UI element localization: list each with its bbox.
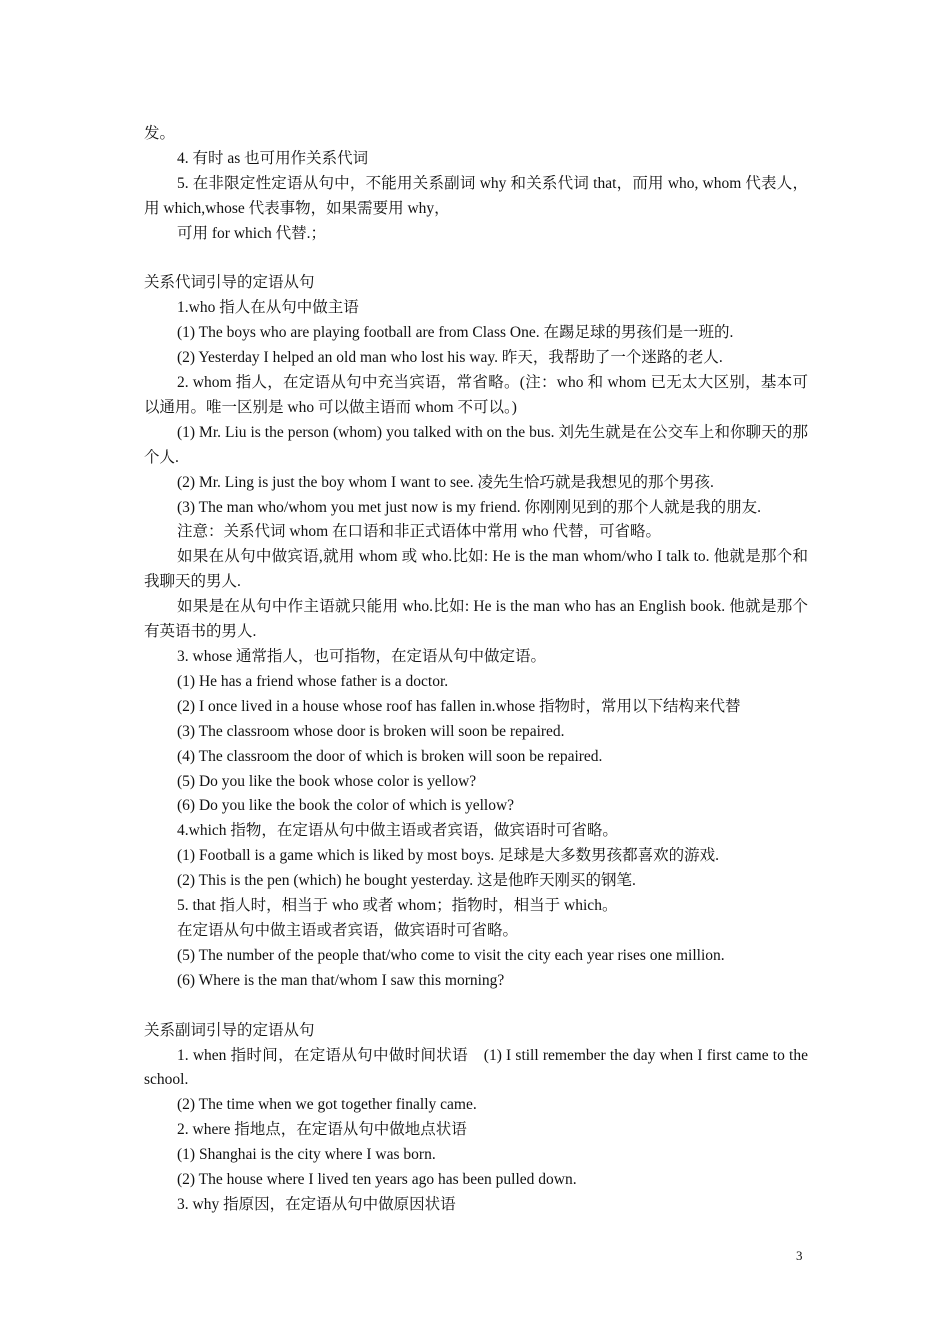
top-paragraphs xyxy=(144,122,808,247)
paragraph-line: 注意：关系代词 whom 在口语和非正式语体中常用 who 代替，可省略。 xyxy=(177,523,661,541)
section-gap xyxy=(144,247,808,272)
paragraph-line: (6) Do you like the book the color of which is yellow? xyxy=(177,797,515,815)
paragraph-line: (1) He has a friend whose father is a doctor. xyxy=(177,672,449,690)
paragraph-line: (2) Yesterday I helped an old man who lost his way. 昨天，我帮助了一个迷路的老人. xyxy=(177,349,723,367)
paragraph-line: 2. where 指地点，在定语从句中做地点状语 xyxy=(177,1121,467,1139)
paragraph-line: (1) Football is a game which is liked by most boys. 足球是大多数男孩都喜欢的游戏. xyxy=(177,847,720,865)
paragraph-line: (2) I once lived in a house whose roof has fallen in.whose 指物时，常用以下结构来代替 xyxy=(177,697,741,715)
paragraph-line: 5. that 指人时，相当于 who 或者 whom；指物时，相当于 which。 xyxy=(177,897,618,915)
section-relative-pronouns xyxy=(144,271,808,993)
paragraph-line: 4.which 指物，在定语从句中做主语或者宾语，做宾语时可省略。 xyxy=(177,822,618,840)
paragraph-line: 如果在从句中做宾语,就用 whom 或 who.比如: He is the man whom/who I talk to. 他就是那个和我聊天的男人. xyxy=(144,548,808,591)
page-number: 3 xyxy=(796,1248,803,1263)
paragraph-line: (1) Mr. Liu is the person (whom) you talked with on the bus. 刘先生就是在公交车上和你聊天的那个人. xyxy=(144,423,808,466)
section-heading: 关系代词引导的定语从句 xyxy=(144,274,315,292)
paragraph-line: 在定语从句中做主语或者宾语，做宾语时可省略。 xyxy=(177,921,519,939)
section-heading: 关系副词引导的定语从句 xyxy=(144,1021,315,1039)
paragraph-line: (2) The time when we got together finally came. xyxy=(177,1096,477,1114)
paragraph-line: 可用 for which 代替.； xyxy=(177,224,326,242)
paragraph-line: (6) Where is the man that/whom I saw this morning? xyxy=(177,971,505,989)
paragraph-line: 3. why 指原因，在定语从句中做原因状语 xyxy=(177,1195,456,1213)
document-body xyxy=(144,122,808,1218)
paragraph-line: (5) The number of the people that/who come to visit the city each year rises one million. xyxy=(177,946,725,964)
paragraph-line: (2) Mr. Ling is just the boy whom I want to see. 凌先生恰巧就是我想见的那个男孩. xyxy=(177,473,714,491)
paragraph-line: 发。 xyxy=(144,125,176,142)
paragraph-line: (1) The boys who are playing football are from Class One. 在踢足球的男孩们是一班的. xyxy=(177,324,734,342)
paragraph-line: 5. 在非限定性定语从句中，不能用关系副词 why 和关系代词 that，而用 who, whom 代表人，用 which,whose 代表事物，如果需要用 why， xyxy=(144,174,808,217)
paragraph-line: 1.who 指人在从句中做主语 xyxy=(177,299,359,317)
paragraph-line: (5) Do you like the book whose color is yellow? xyxy=(177,772,477,790)
paragraph-line: (3) The classroom whose door is broken will soon be repaired. xyxy=(177,722,565,740)
paragraph-line: 2. whom 指人，在定语从句中充当宾语，常省略。(注：who 和 whom 已无太大区别，基本可以通用。唯一区别是 who 可以做主语而 whom 不可以。) xyxy=(144,374,808,416)
paragraph-line: 3. whose 通常指人，也可指物，在定语从句中做定语。 xyxy=(177,648,546,666)
paragraph-line: (3) The man who/whom you met just now is my friend. 你刚刚见到的那个人就是我的朋友. xyxy=(177,498,761,516)
paragraph-line: 1. when 指时间，在定语从句中做时间状语 (1) I still remember the day when I first came to the school. xyxy=(144,1046,808,1089)
section-relative-adverbs xyxy=(144,1019,808,1218)
paragraph-line: 如果是在从句中作主语就只能用 who.比如: He is the man who has an English book. 他就是那个有英语书的男人. xyxy=(144,598,808,641)
paragraph-line: (2) The house where I lived ten years ago has been pulled down. xyxy=(177,1171,577,1189)
paragraph-line: (2) This is the pen (which) he bought yesterday. 这是他昨天刚买的钢笔. xyxy=(177,872,636,890)
paragraph-line: (4) The classroom the door of which is broken will soon be repaired. xyxy=(177,747,603,765)
paragraph-line: 4. 有时 as 也可用作关系代词 xyxy=(177,149,369,167)
section-gap xyxy=(144,994,808,1019)
paragraph-line: (1) Shanghai is the city where I was born. xyxy=(177,1146,436,1164)
